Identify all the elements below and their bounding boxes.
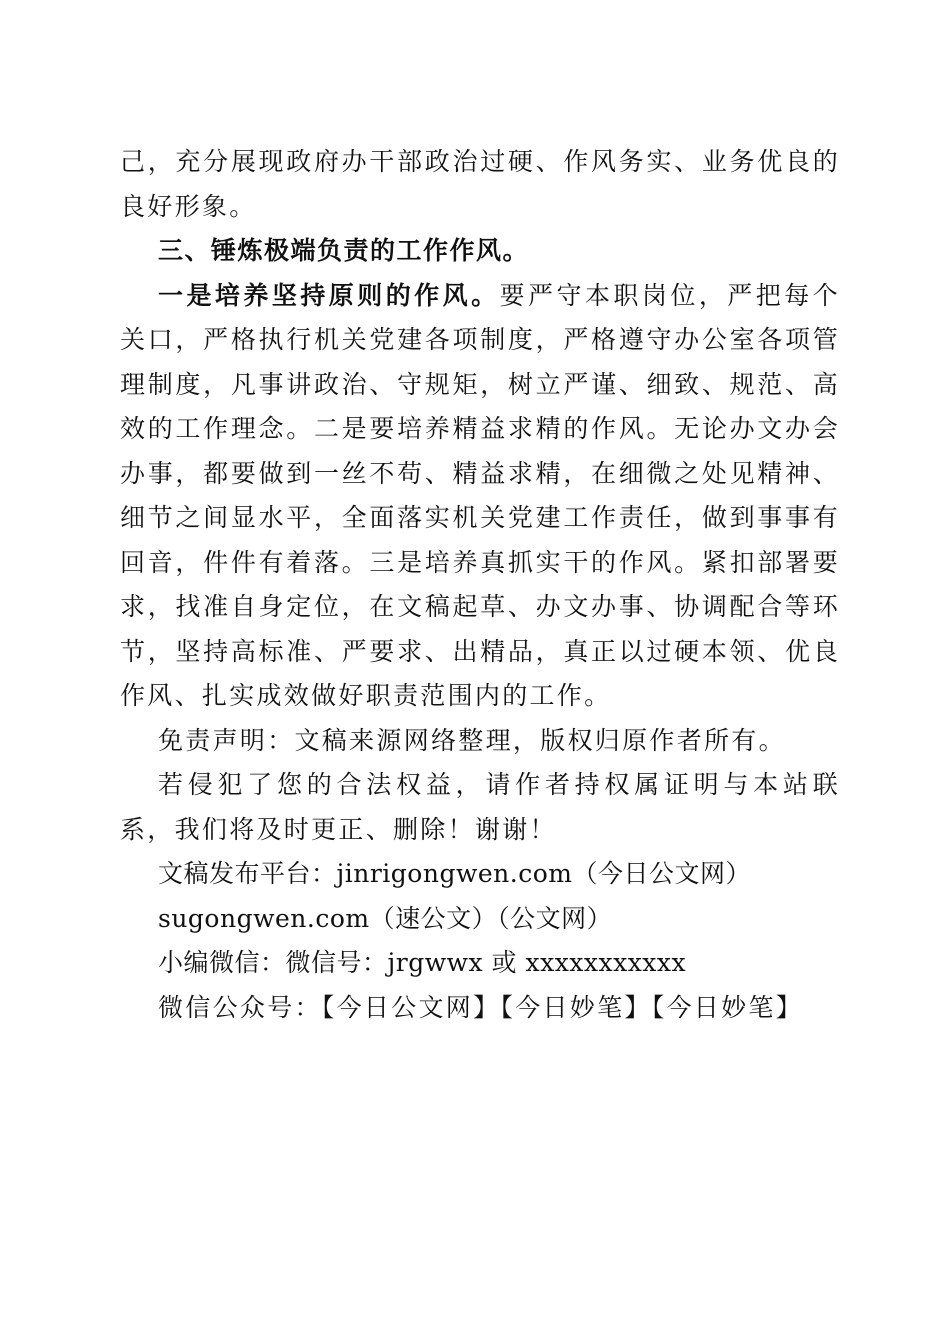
paragraph-work-style (120, 274, 840, 719)
platform-line: 文稿发布平台：jinrigongwen.com（今日公文网） (158, 859, 751, 888)
document-body (120, 140, 840, 1030)
section-heading: 三、锤炼极端负责的工作作风。 (158, 236, 530, 265)
official-accounts-line: 微信公众号：【今日公文网】【今日妙笔】【今日妙笔】 (158, 992, 804, 1022)
paragraph-body: 要严守本职岗位，严把每个关口，严格执行机关党建各项制度，严格遵守办公室各项管理制度，凡事讲政治、守规矩，树立严谨、细致、规范、高效的工作理念。二是要培养精益求精的作风。无论办文办会办事，都要做到一丝不苟、精益求精，在细微之处见精神、细节之间显水平，全面落实机关党建工作责任，做到事事有回音，件件有着落。三是培养真抓实干的作风。紧扣部署要求，找准自身定位，在文稿起草、办文办事、协调配合等环节，坚持高标准、严要求、出精品，真正以过硬本领、优良作风、扎实成效做好职责范围内的工作。 (120, 280, 840, 710)
paragraph-lead: 一是培养坚持原则的作风。 (158, 280, 500, 310)
sites-line: sugongwen.com（速公文）（公文网） (158, 903, 613, 933)
disclaimer-line: 免责声明：文稿来源网络整理，版权归原作者所有。 (158, 725, 786, 755)
paragraph-conclusion: 己，充分展现政府办干部政治过硬、作风务实、业务优良的良好形象。 (120, 147, 840, 221)
wechat-line: 小编微信：微信号：jrgwwx 或 xxxxxxxxxxx (158, 948, 687, 977)
disclaimer-contact: 若侵犯了您的合法权益，请作者持权属证明与本站联系，我们将及时更正、删除！谢谢！ (120, 770, 840, 844)
